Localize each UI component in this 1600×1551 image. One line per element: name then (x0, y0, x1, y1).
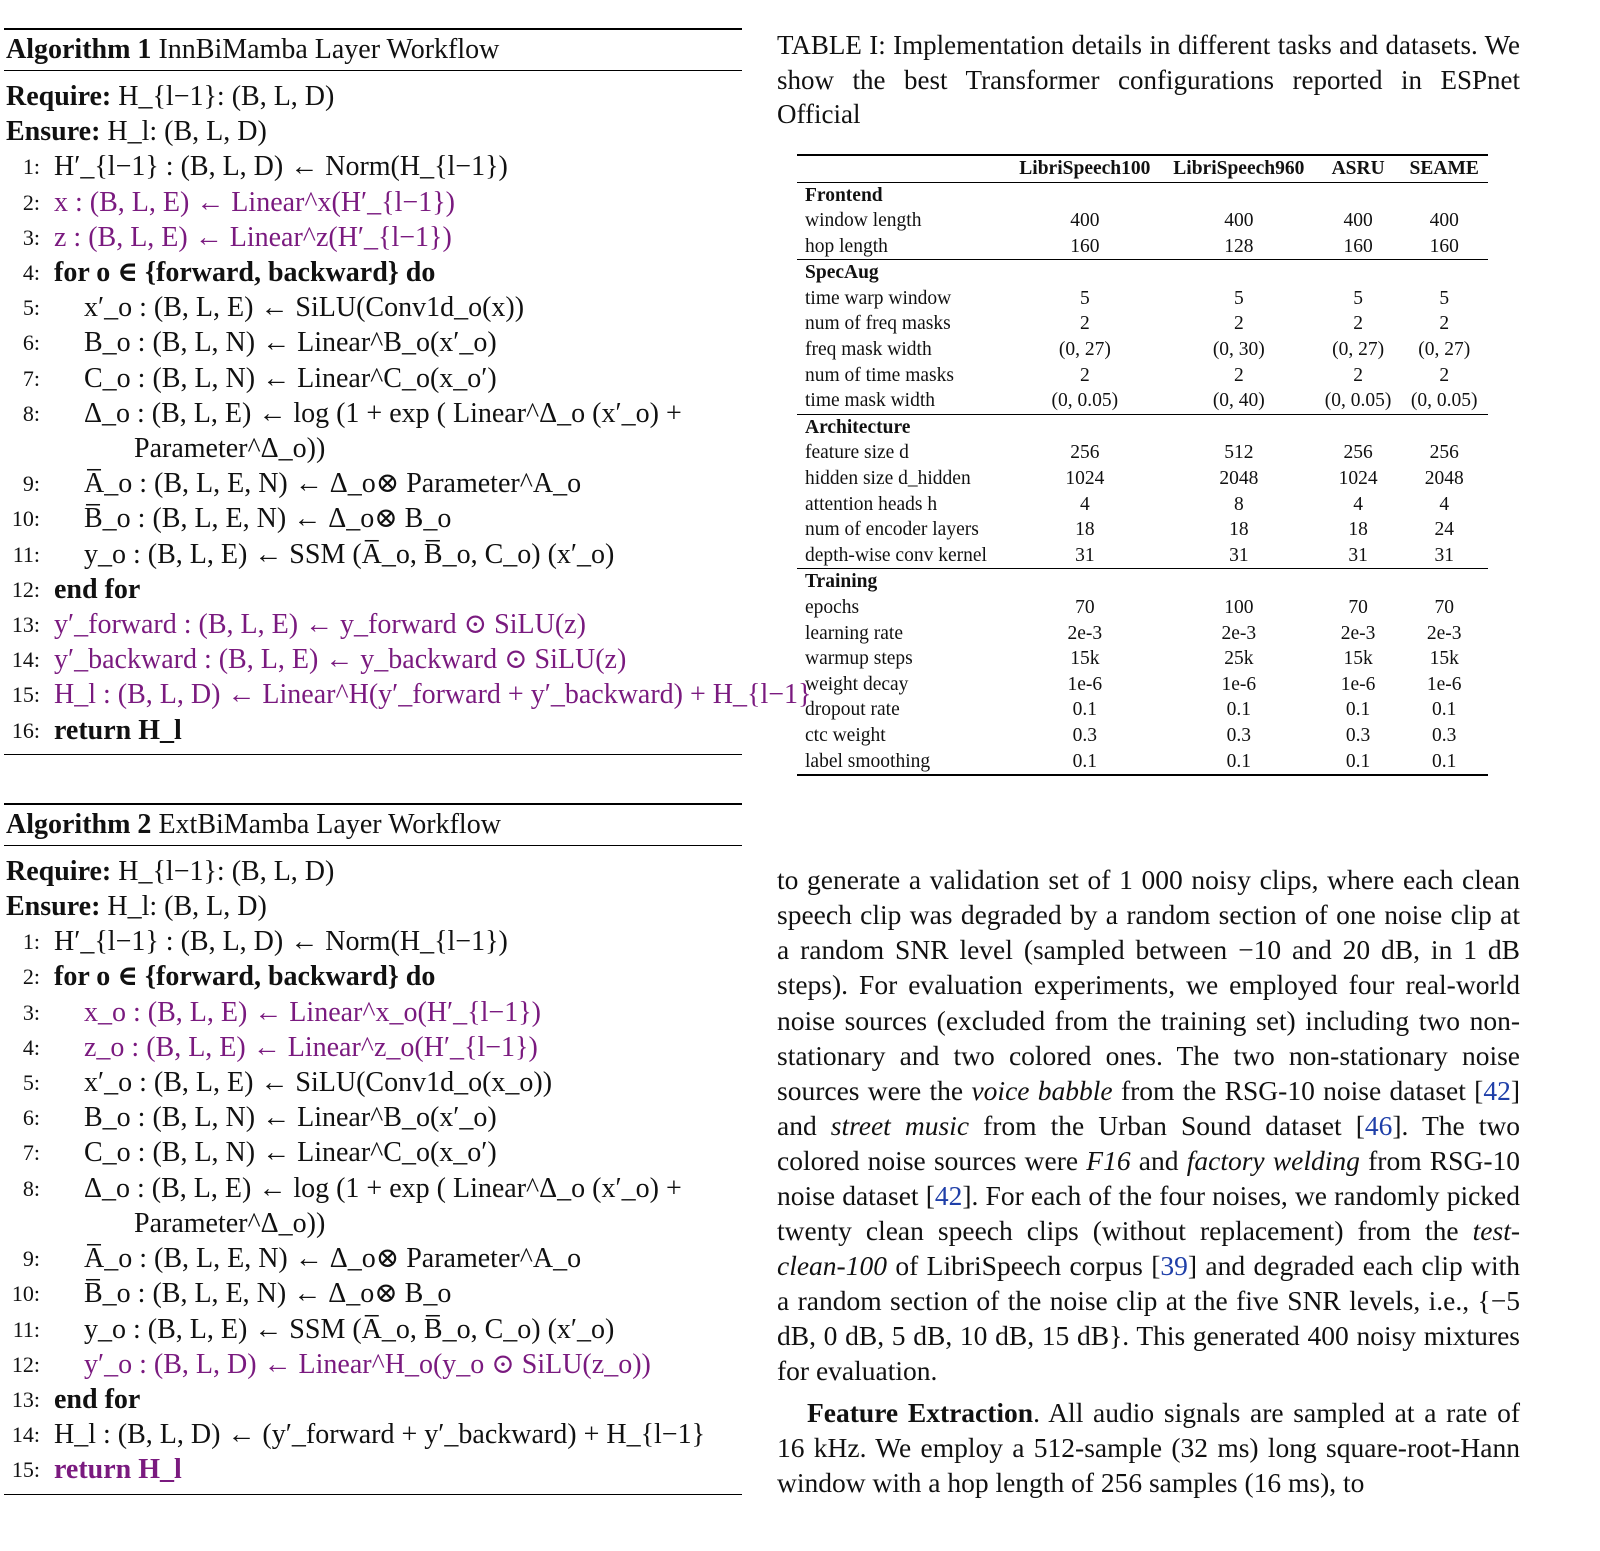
table-cell: 2e-3 (1067, 622, 1103, 644)
table-cell: (0, 27) (1418, 339, 1471, 361)
body-text (777, 862, 1520, 1500)
line-text: Parameter^Δ_o)) (134, 1207, 326, 1239)
table-cell: 4 (1353, 493, 1363, 515)
table-cell: 512 (1224, 442, 1254, 464)
table-cell: (0, 27) (1332, 339, 1385, 361)
algorithm-line (4, 255, 742, 290)
table-cell: 31 (1229, 544, 1249, 566)
algorithm-1-ensure: Ensure: H_l: (B, L, D) (6, 116, 267, 148)
line-text: y_o : (B, L, E) ← SSM (A̅_o, B̅_o, C_o) (x′_o) (84, 1313, 615, 1345)
line-number: 3: (22, 999, 40, 1025)
algorithm-2-title: Algorithm 2 ExtBiMamba Layer Workflow (4, 805, 742, 846)
line-number (4, 1206, 54, 1241)
row-label: ctc weight (805, 724, 886, 746)
table-cell: 15k (1343, 648, 1373, 670)
line-number: 5: (22, 295, 40, 321)
algorithm-1-title: Algorithm 1 InnBiMamba Layer Workflow (4, 30, 742, 71)
line-text: y′_forward : (B, L, E) ← y_forward ⊙ SiLU(z) (54, 609, 586, 641)
line-number: 1: (22, 929, 40, 955)
line-number: 10: (11, 1281, 40, 1307)
citation-link[interactable]: 42 (1483, 1074, 1511, 1106)
table-cell: 31 (1434, 544, 1454, 566)
table-cell: 2 (1353, 313, 1363, 335)
section-title: Frontend (805, 184, 883, 206)
table-cell: (0, 30) (1212, 339, 1265, 361)
table-cell: 4 (1079, 493, 1090, 515)
algorithm-line (4, 290, 742, 325)
algorithm-1-require: Require: H_{l−1}: (B, L, D) (6, 81, 335, 112)
line-number: 14: (11, 647, 40, 673)
table-cell: 0.1 (1072, 699, 1098, 721)
algorithm-1 (4, 28, 812, 755)
table-cell: (0, 27) (1058, 339, 1111, 361)
line-text: Δ_o : (B, L, E) ← log (1 + exp ( Linear^Δ_o (x′_o) + (84, 397, 682, 429)
table-cell: 2 (1353, 364, 1363, 386)
line-number: 1: (22, 154, 40, 180)
line-text: z : (B, L, E) ← Linear^z(H′_{l−1}) (54, 221, 452, 253)
table-cell: 1e-6 (1067, 673, 1103, 695)
row-label: hop length (805, 235, 888, 257)
section-title: Architecture (797, 414, 1488, 440)
row-label: num of encoder layers (805, 519, 979, 541)
table-row (797, 492, 1488, 518)
citation-link[interactable]: 39 (1160, 1250, 1188, 1282)
line-number: 13: (11, 612, 40, 638)
line-number: 4: (22, 260, 40, 286)
line-text: Δ_o : (B, L, E) ← log (1 + exp ( Linear^Δ_o (x′_o) + (84, 1172, 682, 1204)
line-number: 9: (22, 1246, 40, 1272)
table-cell: 70 (1348, 597, 1368, 618)
table-row (797, 517, 1488, 543)
row-label: window length (805, 210, 922, 232)
table-row (797, 388, 1488, 414)
table-cell: 1e-6 (1340, 673, 1376, 695)
line-number: 16: (11, 717, 40, 743)
line-number: 3: (22, 224, 40, 250)
algorithm-line (4, 924, 742, 959)
line-text: B̅_o : (B, L, E, N) ← Δ_o⊗ B_o (84, 503, 452, 535)
line-number: 8: (22, 400, 40, 426)
table-cell: (0, 40) (1212, 390, 1265, 412)
line-number: 6: (22, 1105, 40, 1131)
row-label: weight decay (805, 673, 909, 695)
table-cell: 18 (1229, 519, 1249, 541)
row-label: freq mask width (805, 339, 932, 361)
paragraph-evaluation: to generate a validation set of 1 000 noisy clips, where each clean speech clip was degraded by a random section of one noise clip at a random SNR level (sampled between −10 and 20 dB, in 1 dB steps). For evaluation experiments, we employed four real-world noise sources (excluded from the training set) including two non-stationary and two colored ones. The two non-stationary noise sources were the voice babble from the RSG-10 noise dataset [42] and street music from the Urban Sound dataset [46]. The two colored noise sources were F16 and factory welding from RSG-10 noise dataset [42]. For each of the four noises, we randomly picked twenty clean speech clips (without replacement) from the test-clean-100 of LibriSpeech corpus [39] and degraded each clip with a random section of the noise clip at the five SNR levels, i.e., {−5 dB, 0 dB, 5 dB, 10 dB, 15 dB}. This generated 400 noisy mixtures for evaluation. (777, 864, 1521, 1387)
table-row (797, 749, 1488, 776)
table-cell: 0.1 (1432, 699, 1457, 721)
table-cell: 1024 (1065, 468, 1105, 490)
line-text: for o ∈ {forward, backward} do (54, 961, 436, 993)
table-row (797, 440, 1488, 466)
line-text: H′_{l−1} : (B, L, D) ← Norm(H_{l−1}) (54, 151, 508, 183)
table-section-row (797, 260, 1488, 286)
line-number: 2: (22, 964, 40, 990)
table-cell: 128 (1224, 235, 1254, 257)
table-cell: 5 (1353, 287, 1363, 309)
algorithm-line (4, 1347, 742, 1382)
section-title: SpecAug (797, 260, 1488, 286)
table-row (797, 543, 1488, 569)
algorithm-line (4, 607, 742, 642)
algorithm-line (4, 1171, 742, 1206)
algorithm-line (4, 1065, 742, 1100)
line-number: 5: (22, 1070, 40, 1096)
table-cell: 2 (1233, 313, 1244, 335)
line-number: 11: (12, 1316, 40, 1342)
line-text: H′_{l−1} : (B, L, D) ← Norm(H_{l−1}) (54, 926, 508, 958)
citation-link[interactable]: 42 (934, 1180, 963, 1211)
table-row (797, 363, 1488, 389)
row-label: feature size d (805, 442, 909, 464)
line-text: for o ∈ {forward, backward} do (54, 257, 436, 289)
algorithm-line (4, 572, 742, 607)
implementation-table (797, 154, 1488, 777)
row-label: depth-wise conv kernel (805, 544, 987, 566)
table-cell: 0.1 (1345, 699, 1371, 721)
column-header: SEAME (1400, 155, 1488, 183)
table-row (797, 672, 1488, 698)
table-cell: 256 (1343, 442, 1373, 464)
line-text: B̅_o : (B, L, E, N) ← Δ_o⊗ B_o (84, 1278, 452, 1310)
algorithm-2 (4, 803, 742, 1495)
line-text: H_l : (B, L, D) ← (y′_forward + y′_backward) + H_{l−1} (54, 1419, 706, 1451)
row-label: dropout rate (805, 699, 900, 721)
table-cell: 31 (1075, 544, 1095, 566)
paragraph-feature-extraction: Feature Extraction. All audio signals are sampled at a rate of 16 kHz. We employ a 512-sample (32 ms) long square-root-Hann window with a hop length of 256 samples (16 ms), to (777, 1396, 1521, 1498)
line-number: 15: (11, 1457, 40, 1483)
table-row (797, 697, 1488, 723)
line-number: 11: (12, 541, 40, 567)
line-text: x : (B, L, E) ← Linear^x(H′_{l−1}) (54, 186, 455, 218)
table-cell: 400 (1070, 210, 1100, 232)
algorithm-line (4, 1135, 742, 1170)
algorithm-line (4, 1417, 742, 1452)
line-number: 12: (11, 1351, 40, 1377)
line-text: C_o : (B, L, N) ← Linear^C_o(x_o′) (84, 1137, 497, 1169)
table-cell: 70 (1075, 597, 1095, 618)
table-row (797, 621, 1488, 647)
algorithm-line (4, 396, 742, 431)
line-number: 8: (22, 1175, 40, 1201)
table-cell: 2 (1233, 364, 1244, 386)
line-text: B_o : (B, L, N) ← Linear^B_o(x′_o) (84, 1102, 497, 1134)
algorithm-2-ensure: Ensure: H_l: (B, L, D) (6, 891, 267, 923)
table-cell: 256 (1070, 442, 1100, 464)
table-cell: 2 (1439, 313, 1450, 335)
table-row (797, 466, 1488, 492)
algorithm-2-require: Require: H_{l−1}: (B, L, D) (6, 855, 335, 887)
line-number: 4: (22, 1034, 40, 1060)
algorithm-line (4, 537, 742, 572)
algorithm-line (4, 1276, 742, 1311)
table-cell: 0.3 (1226, 724, 1251, 746)
table-cell: 5 (1233, 287, 1244, 309)
line-text: return H_l (54, 1454, 182, 1486)
algorithm-line (4, 431, 742, 466)
column-header: ASRU (1316, 155, 1401, 183)
algorithm-line (4, 1206, 742, 1241)
column-header (797, 155, 1008, 183)
line-number: 15: (11, 682, 40, 708)
line-text: H_l : (B, L, D) ← Linear^H(y′_forward + y′_backward) + H_{l−1} (54, 679, 812, 711)
table-row (797, 337, 1488, 363)
table-caption: TABLE I: Implementation details in different tasks and datasets. We show the best Transformer configurations reported in ESPnet Official (777, 30, 1520, 129)
table-cell: 2 (1079, 364, 1090, 386)
row-label: num of freq masks (805, 313, 951, 335)
table-cell: 2e-3 (1426, 622, 1462, 644)
line-text: A̅_o : (B, L, E, N) ← Δ_o⊗ Parameter^A_o (84, 468, 582, 500)
line-text: C_o : (B, L, N) ← Linear^C_o(x_o′) (84, 362, 497, 394)
table-cell: 100 (1224, 597, 1254, 618)
line-number: 12: (11, 576, 40, 602)
algorithm-line (4, 677, 812, 712)
row-label: hidden size d_hidden (805, 468, 971, 490)
table-cell: 1024 (1338, 468, 1378, 490)
algorithm-line (4, 995, 742, 1030)
table-cell: 15k (1070, 648, 1100, 670)
table-cell: 0.1 (1162, 749, 1316, 776)
row-label: learning rate (805, 622, 903, 644)
table-cell: (0, 0.05) (1051, 390, 1119, 412)
table-row (797, 234, 1488, 260)
algorithm-line (4, 185, 742, 220)
line-text: y′_backward : (B, L, E) ← y_backward ⊙ SiLU(z) (54, 644, 627, 676)
line-number (4, 431, 54, 466)
table-cell: (0, 0.05) (1324, 390, 1392, 412)
table-cell: 1e-6 (1221, 673, 1257, 695)
table-cell: 400 (1429, 210, 1459, 232)
table-cell: 2e-3 (1221, 622, 1257, 644)
row-label: attention heads h (805, 493, 938, 515)
row-label: epochs (805, 597, 860, 618)
line-text: A̅_o : (B, L, E, N) ← Δ_o⊗ Parameter^A_o (84, 1243, 582, 1275)
table-cell: 0.3 (1072, 724, 1098, 746)
table-cell: 0.3 (1345, 724, 1371, 746)
line-text: y_o : (B, L, E) ← SSM (A̅_o, B̅_o, C_o) (x′_o) (84, 538, 615, 570)
table-cell: 400 (1343, 210, 1373, 232)
table-cell: 5 (1439, 287, 1450, 309)
line-text: x′_o : (B, L, E) ← SiLU(Conv1d_o(x_o)) (84, 1067, 553, 1099)
line-text: end for (54, 573, 141, 605)
row-label: time warp window (805, 287, 952, 309)
row-label: num of time masks (805, 364, 954, 386)
line-number: 7: (22, 365, 40, 391)
table-cell: 256 (1429, 442, 1459, 464)
citation-link[interactable]: 46 (1364, 1109, 1393, 1141)
table-cell: 2 (1439, 364, 1450, 386)
table-row (797, 646, 1488, 672)
line-number: 6: (22, 330, 40, 356)
line-number: 2: (22, 189, 40, 215)
table-cell: 160 (1070, 235, 1100, 257)
line-text: x′_o : (B, L, E) ← SiLU(Conv1d_o(x)) (84, 292, 525, 324)
table-row (797, 286, 1488, 312)
table-cell: 160 (1429, 235, 1459, 257)
table-cell: 18 (1348, 519, 1368, 541)
algorithm-line (4, 220, 742, 255)
algorithm-line (4, 1312, 742, 1347)
table-cell: 18 (1075, 519, 1095, 541)
table-cell: 15k (1429, 648, 1459, 670)
algorithm-line (4, 1452, 742, 1487)
line-number: 9: (22, 471, 40, 497)
line-text: end for (54, 1383, 141, 1415)
table-row (797, 595, 1488, 621)
table-row (797, 311, 1488, 337)
table-cell: 400 (1224, 210, 1254, 232)
column-header: LibriSpeech960 (1162, 155, 1316, 183)
table-cell: 0.1 (1316, 749, 1401, 776)
table-cell: 5 (1079, 287, 1090, 309)
line-text: B_o : (B, L, N) ← Linear^B_o(x′_o) (84, 327, 497, 359)
line-text: z_o : (B, L, E) ← Linear^z_o(H′_{l−1}) (84, 1031, 538, 1063)
algorithm-line (4, 713, 742, 748)
algorithm-line (4, 361, 742, 396)
table-section-row (797, 569, 1488, 595)
algorithm-line (4, 501, 742, 536)
column-header: LibriSpeech100 (1008, 155, 1162, 183)
line-number: 13: (11, 1386, 40, 1412)
table-cell: 4 (1439, 493, 1450, 515)
algorithm-line (4, 1030, 742, 1065)
algorithm-line (4, 642, 742, 677)
algorithm-line (4, 466, 742, 501)
table-cell: 0.1 (1400, 749, 1488, 776)
table-cell: 24 (1434, 519, 1454, 541)
table-row (797, 208, 1488, 234)
table-cell: 1e-6 (1426, 673, 1462, 695)
line-text: return H_l (54, 714, 182, 746)
algorithm-line (4, 1382, 742, 1417)
table-cell: 2048 (1424, 468, 1464, 490)
line-number: 7: (22, 1140, 40, 1166)
line-number: 10: (11, 506, 40, 532)
table-cell: 31 (1348, 544, 1368, 566)
table-cell: (0, 0.05) (1410, 390, 1478, 412)
table-cell: 0.1 (1226, 699, 1251, 721)
row-label: label smoothing (797, 749, 1008, 776)
table-cell: 70 (1434, 597, 1454, 618)
table-cell: 2e-3 (1340, 622, 1376, 644)
section-title: Training (797, 569, 1488, 595)
table-cell: 160 (1343, 235, 1373, 257)
line-number: 14: (11, 1422, 40, 1448)
table-cell: 2 (1079, 313, 1090, 335)
algorithm-line (4, 149, 742, 184)
table-cell: 2048 (1219, 468, 1259, 490)
algorithm-line (4, 959, 742, 994)
table-cell: 0.1 (1008, 749, 1162, 776)
table-section-row (797, 182, 1488, 208)
table-row (797, 723, 1488, 749)
algorithm-line (4, 1241, 742, 1276)
line-text: x_o : (B, L, E) ← Linear^x_o(H′_{l−1}) (84, 996, 541, 1028)
line-text: y′_o : (B, L, D) ← Linear^H_o(y_o ⊙ SiLU(z_o)) (84, 1348, 651, 1380)
row-label: warmup steps (805, 648, 913, 670)
table-cell: 25k (1224, 648, 1254, 670)
algorithm-line (4, 325, 742, 360)
line-text: Parameter^Δ_o)) (134, 433, 326, 465)
table-cell: 8 (1233, 493, 1244, 515)
row-label: time mask width (805, 390, 935, 412)
algorithm-line (4, 1100, 742, 1135)
table-cell: 0.3 (1432, 724, 1457, 746)
table-section-row (797, 414, 1488, 440)
